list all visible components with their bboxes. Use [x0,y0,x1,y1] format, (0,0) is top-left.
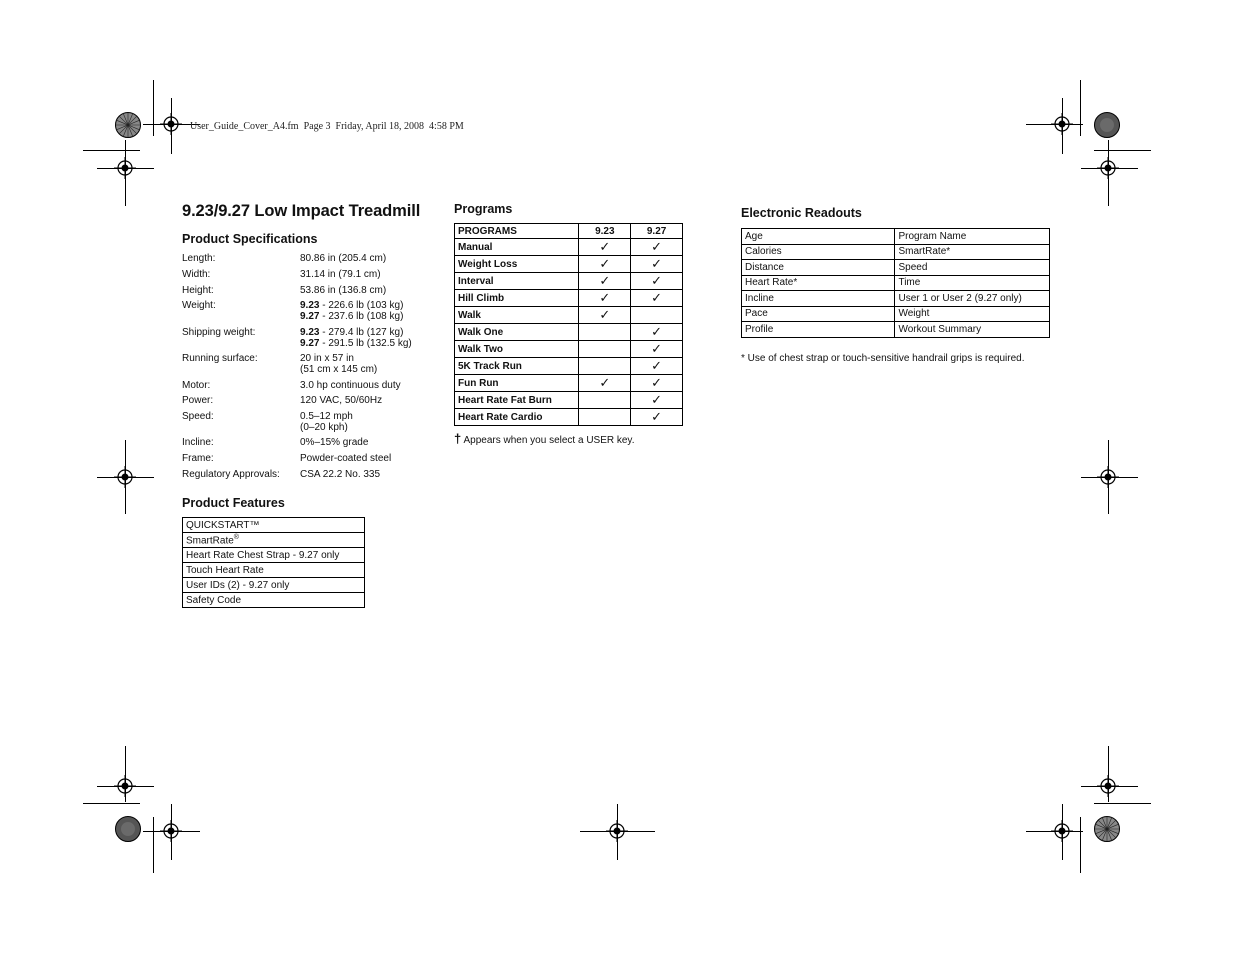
program-name: Weight Loss [455,256,579,273]
check-mark-icon: ✓ [651,409,663,424]
spec-value-text: 0.5–12 mph [300,411,353,422]
program-name: 5K Track Run [455,358,579,375]
readout-row [742,306,1050,322]
readout-row [742,291,1050,307]
feature-name: QUICKSTART™ [186,519,260,531]
feature-row [183,533,365,548]
program-row [455,307,683,324]
availability-cell [631,375,683,392]
feature-cell [183,563,365,578]
readout-item: Workout Summary [895,322,1050,338]
program-name: Fun Run [455,375,579,392]
spec-value-line [300,311,460,322]
registration-mark-icon [114,775,136,797]
check-mark-icon: ✓ [651,256,663,271]
registration-mark-icon [114,157,136,179]
readout-item: Incline [742,291,895,307]
registration-mark-icon [606,820,628,842]
gray-target-icon [1094,112,1120,138]
check-mark-icon: ✓ [599,273,611,288]
spec-label: Incline: [182,437,214,448]
specifications-heading: Product Specifications [182,232,318,246]
program-row [455,341,683,358]
spec-value-text: - 291.5 lb (132.5 kg) [319,338,412,349]
spec-value [300,395,460,406]
spec-value-text: - 279.4 lb (127 kg) [319,327,404,338]
feature-row [183,593,365,608]
availability-cell [579,239,631,256]
registration-mark-icon [1051,113,1073,135]
spec-label: Height: [182,285,214,296]
file-header: User_Guide_Cover_A4.fm Page 3 Friday, April 18, 2008 4:58 PM [190,121,464,132]
feature-cell [183,548,365,563]
availability-cell [631,256,683,273]
gray-target-icon [115,816,141,842]
spec-value [300,411,460,433]
feature-row [183,518,365,533]
spec-value-text: 120 VAC, 50/60Hz [300,395,383,406]
program-row [455,290,683,307]
program-row [455,409,683,426]
feature-cell [183,593,365,608]
availability-cell [579,358,631,375]
availability-cell [631,273,683,290]
check-mark-icon: ✓ [651,273,663,288]
program-name: Manual [455,239,579,256]
readout-row [742,275,1050,291]
check-mark-icon: ✓ [599,290,611,305]
readout-row [742,229,1050,245]
readout-item: Heart Rate* [742,275,895,291]
starburst-target-icon [1094,816,1120,842]
check-mark-icon: ✓ [651,358,663,373]
model-number: 9.27 [300,311,320,322]
dagger-symbol: † [454,431,462,446]
model-number: 9.23 [300,327,320,338]
spec-label: Weight: [182,300,216,311]
readout-item: Age [742,229,895,245]
registration-mark-icon [160,113,182,135]
spec-value-text: - 237.6 lb (108 kg) [319,311,404,322]
program-row [455,392,683,409]
program-row [455,273,683,290]
spec-value-text: (51 cm x 145 cm) [300,364,378,375]
spec-value-text: - 226.6 lb (103 kg) [319,300,404,311]
program-name: Walk [455,307,579,324]
spec-value-text: (0–20 kph) [300,422,348,433]
spec-value [300,300,460,322]
spec-label: Shipping weight: [182,327,256,338]
availability-cell [631,307,683,324]
feature-row [183,548,365,563]
feature-cell [183,533,365,548]
spec-label: Running surface: [182,353,258,364]
availability-cell [579,392,631,409]
readout-item: Profile [742,322,895,338]
spec-value-line [300,395,460,406]
spec-value-line [300,469,460,480]
spec-value-line [300,411,460,422]
feature-name: Safety Code [186,594,242,606]
program-row [455,256,683,273]
programs-heading: Programs [454,202,513,216]
spec-value-line [300,364,460,375]
spec-label: Width: [182,269,211,280]
program-name: Walk Two [455,341,579,358]
availability-cell [579,290,631,307]
check-mark-icon: ✓ [651,290,663,305]
features-heading: Product Features [182,496,285,510]
check-mark-icon: ✓ [651,324,663,339]
starburst-target-icon [115,112,141,138]
availability-cell [579,409,631,426]
spec-value-line [300,269,460,280]
readout-item: Distance [742,260,895,276]
spec-value-line [300,422,460,433]
spec-value-line [300,353,460,364]
readout-item: Speed [895,260,1050,276]
registration-mark-icon [1051,820,1073,842]
spec-value [300,453,460,464]
program-row [455,358,683,375]
registration-mark-icon [1097,775,1119,797]
availability-cell [631,239,683,256]
readouts-table [741,228,1050,338]
feature-name: User IDs (2) - 9.27 only [186,579,290,591]
spec-value [300,253,460,264]
availability-cell [579,273,631,290]
check-mark-icon: ✓ [651,375,663,390]
feature-row [183,578,365,593]
check-mark-icon: ✓ [599,256,611,271]
availability-cell [631,358,683,375]
readout-row [742,260,1050,276]
availability-cell [631,341,683,358]
spec-value [300,469,460,480]
spec-value-text: 31.14 in (79.1 cm) [300,269,381,280]
program-name: Heart Rate Fat Burn [455,392,579,409]
spec-label: Power: [182,395,214,406]
program-name: Walk One [455,324,579,341]
registration-mark-icon [160,820,182,842]
readout-item: User 1 or User 2 (9.27 only) [895,291,1050,307]
programs-footnote-text: Appears when you select a USER key. [461,435,635,446]
spec-value [300,327,460,349]
readouts-heading: Electronic Readouts [741,206,862,220]
check-mark-icon: ✓ [599,239,611,254]
programs-column-header: 9.27 [631,224,683,239]
feature-name: SmartRate [186,535,234,547]
readout-item: Calories [742,244,895,260]
availability-cell [631,290,683,307]
availability-cell [579,307,631,324]
registration-mark-icon [1097,466,1119,488]
spec-value-line [300,253,460,264]
feature-row [183,563,365,578]
program-name: Interval [455,273,579,290]
availability-cell [579,256,631,273]
spec-value-text: Powder-coated steel [300,453,392,464]
spec-value [300,437,460,448]
check-mark-icon: ✓ [651,341,663,356]
spec-value-line [300,327,460,338]
program-row [455,375,683,392]
readout-item: Pace [742,306,895,322]
program-row [455,324,683,341]
feature-cell [183,518,365,533]
program-name: Hill Climb [455,290,579,307]
spec-value-line [300,300,460,311]
spec-value-text: 80.86 in (205.4 cm) [300,253,387,264]
registration-mark-icon [114,466,136,488]
programs-table [454,223,683,426]
check-mark-icon: ✓ [651,239,663,254]
spec-label: Length: [182,253,216,264]
program-name: Heart Rate Cardio [455,409,579,426]
availability-cell [631,409,683,426]
spec-value-text: 0%–15% grade [300,437,369,448]
programs-footnote [454,431,634,446]
spec-value [300,285,460,296]
check-mark-icon: ✓ [599,307,611,322]
availability-cell [631,392,683,409]
spec-label: Motor: [182,380,211,391]
spec-value-text: 20 in x 57 in [300,353,354,364]
feature-name: Heart Rate Chest Strap - 9.27 only [186,549,340,561]
availability-cell [579,375,631,392]
check-mark-icon: ✓ [651,392,663,407]
registered-mark: ® [233,533,239,541]
readout-item: SmartRate* [895,244,1050,260]
spec-label: Frame: [182,453,214,464]
spec-value-line [300,285,460,296]
page-title: 9.23/9.27 Low Impact Treadmill [182,202,421,220]
readout-item: Time [895,275,1050,291]
programs-column-header: PROGRAMS [455,224,579,239]
spec-value-text: 53.86 in (136.8 cm) [300,285,387,296]
features-table [182,517,365,608]
spec-value-line [300,380,460,391]
readout-item: Weight [895,306,1050,322]
spec-value [300,353,460,375]
readout-row [742,322,1050,338]
spec-value-text: 3.0 hp continuous duty [300,380,401,391]
registration-mark-icon [1097,157,1119,179]
spec-label: Regulatory Approvals: [182,469,280,480]
check-mark-icon: ✓ [599,375,611,390]
availability-cell [579,341,631,358]
feature-cell [183,578,365,593]
model-number: 9.27 [300,338,320,349]
spec-value-line [300,437,460,448]
feature-name: Touch Heart Rate [186,564,264,576]
availability-cell [579,324,631,341]
readout-item: Program Name [895,229,1050,245]
spec-value [300,380,460,391]
spec-value-text: CSA 22.2 No. 335 [300,469,381,480]
spec-label: Speed: [182,411,214,422]
programs-column-header: 9.23 [579,224,631,239]
spec-value-line [300,338,460,349]
spec-value [300,269,460,280]
spec-value-line [300,453,460,464]
readouts-footnote: * Use of chest strap or touch-sensitive handrail grips is required. [741,353,1025,364]
availability-cell [631,324,683,341]
model-number: 9.23 [300,300,320,311]
program-row [455,239,683,256]
readout-row [742,244,1050,260]
